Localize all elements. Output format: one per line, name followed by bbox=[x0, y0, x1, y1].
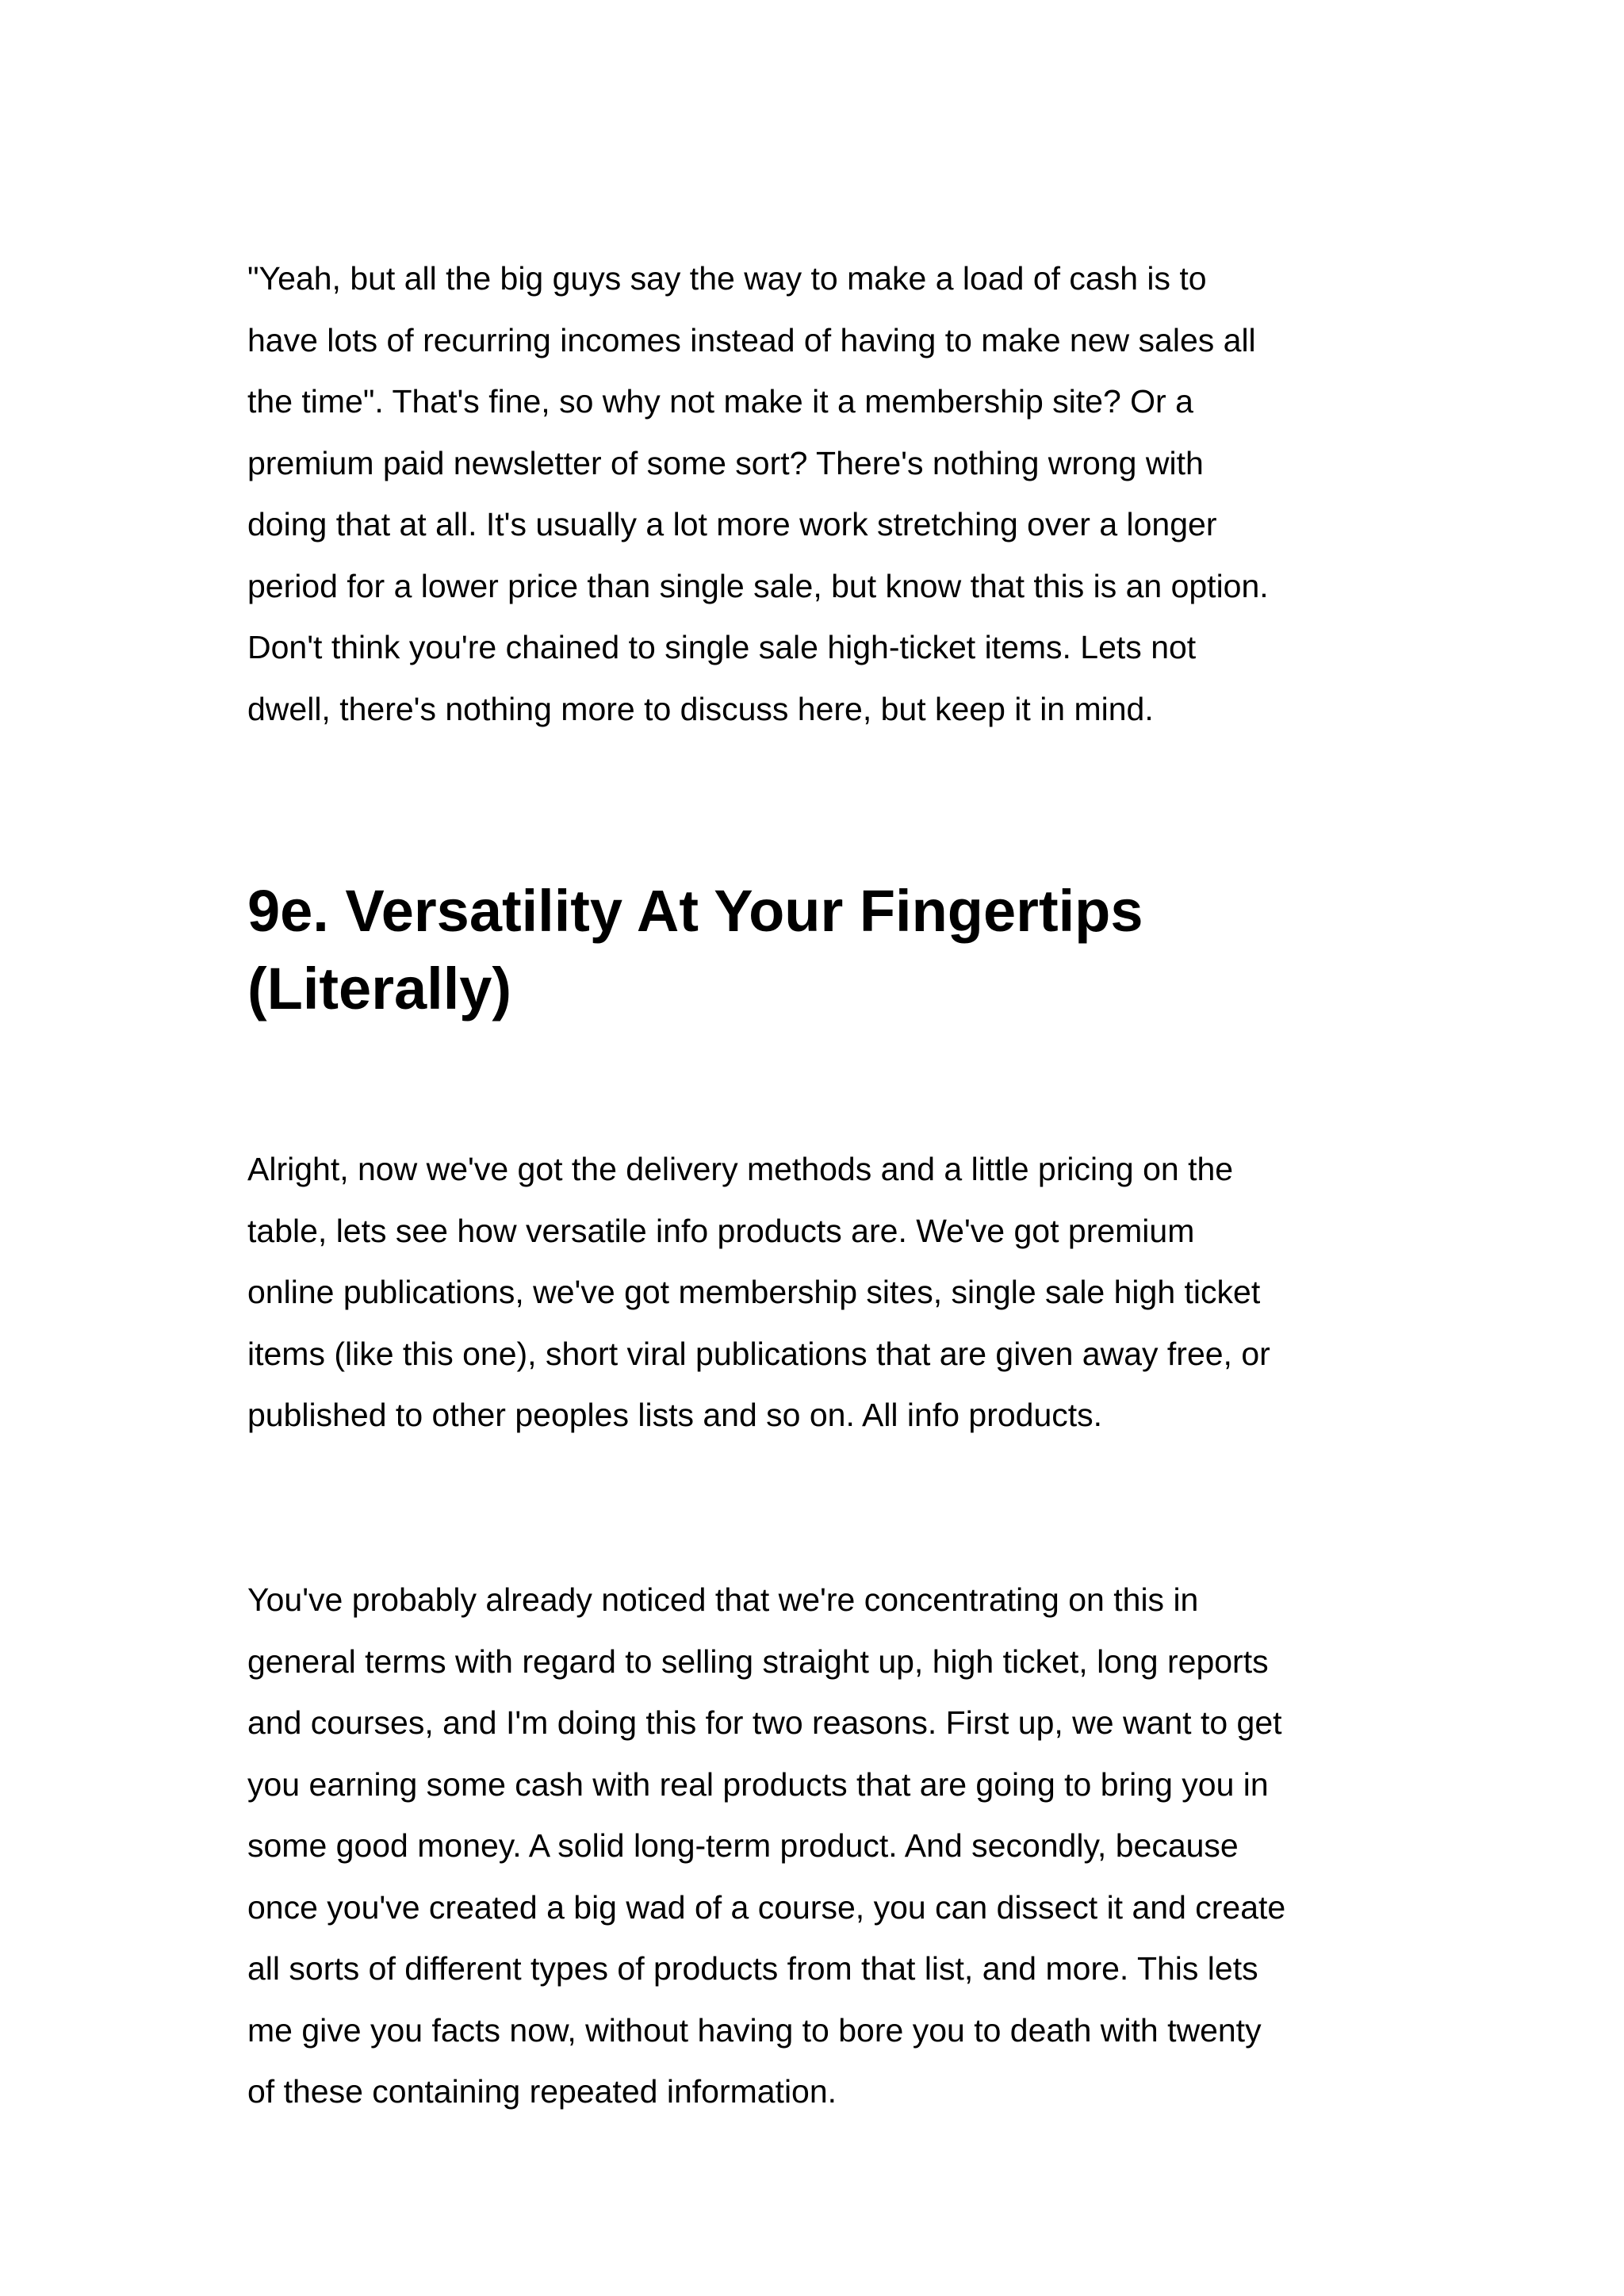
text-line: items (like this one), short viral publications that are given away free, or bbox=[247, 1335, 1270, 1372]
text-line: Alright, now we've got the delivery methods and a little pricing on the bbox=[247, 1151, 1234, 1187]
text-line: and courses, and I'm doing this for two reasons. First up, we want to get bbox=[247, 1704, 1282, 1741]
heading-line: (Literally) bbox=[247, 956, 512, 1022]
paragraph-recurring-income bbox=[247, 248, 1405, 740]
text-line: premium paid newsletter of some sort? There's nothing wrong with bbox=[247, 444, 1204, 481]
text-line: published to other peoples lists and so on. All info products. bbox=[247, 1397, 1103, 1433]
text-line: You've probably already noticed that we're concentrating on this in bbox=[247, 1581, 1199, 1618]
text-line: have lots of recurring incomes instead of having to make new sales all bbox=[247, 321, 1256, 358]
text-line: Don't think you're chained to single sale high-ticket items. Lets not bbox=[247, 629, 1197, 665]
text-line: period for a lower price than single sale, but know that this is an option. bbox=[247, 567, 1269, 604]
text-line: the time". That's fine, so why not make it a membership site? Or a bbox=[247, 383, 1193, 420]
section-heading bbox=[247, 872, 1143, 1028]
text-line: once you've created a big wad of a course, you can dissect it and create bbox=[247, 1888, 1286, 1926]
text-line: doing that at all. It's usually a lot more work stretching over a longer bbox=[247, 506, 1217, 542]
paragraph-two-reasons bbox=[247, 1570, 1405, 2123]
text-line: some good money. A solid long-term product. And secondly, because bbox=[247, 1827, 1239, 1864]
text-line: dwell, there's nothing more to discuss here, but keep it in mind. bbox=[247, 690, 1154, 727]
text-line: all sorts of different types of products from that list, and more. This lets bbox=[247, 1950, 1258, 1987]
text-line: "Yeah, but all the big guys say the way to make a load of cash is to bbox=[247, 260, 1207, 297]
text-line: online publications, we've got membership sites, single sale high ticket bbox=[247, 1274, 1261, 1310]
text-line: general terms with regard to selling straight up, high ticket, long reports bbox=[247, 1642, 1269, 1680]
text-line: you earning some cash with real products that are going to bring you in bbox=[247, 1765, 1269, 1803]
text-line: table, lets see how versatile info products are. We've got premium bbox=[247, 1212, 1195, 1249]
heading-line: 9e. Versatility At Your Fingertips bbox=[247, 878, 1143, 944]
text-line: me give you facts now, without having to bore you to death with twenty bbox=[247, 2011, 1262, 2049]
text-line: of these containing repeated information. bbox=[247, 2073, 837, 2110]
paragraph-versatility bbox=[247, 1139, 1405, 1447]
